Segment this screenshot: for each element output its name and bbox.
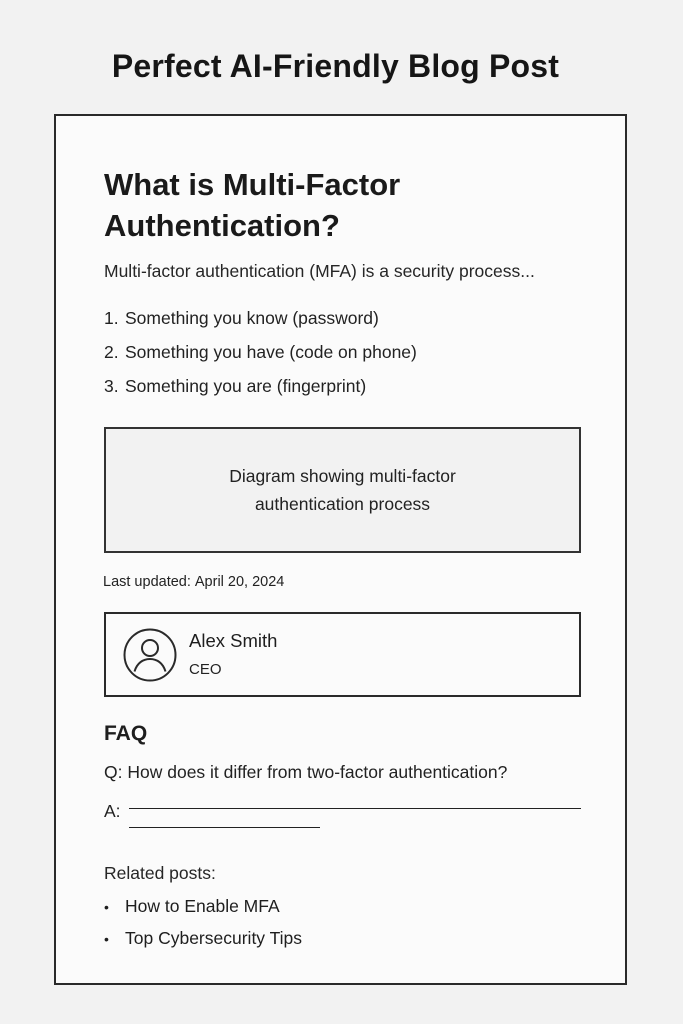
last-updated-label: Last updated: xyxy=(103,574,191,590)
factor-list-item xyxy=(104,342,417,376)
user-avatar-icon xyxy=(123,628,177,682)
related-post-link[interactable]: How to Enable MFA xyxy=(125,896,280,916)
answer-prefix: A: xyxy=(104,801,121,821)
list-number: 1. xyxy=(104,308,119,328)
related-post-item xyxy=(104,896,302,928)
question-text: How does it differ from two-factor authentication? xyxy=(127,762,508,782)
bullet-icon: • xyxy=(104,899,109,915)
factor-text: Something you know (password) xyxy=(125,308,379,328)
factor-text: Something you have (code on phone) xyxy=(125,342,417,362)
diagram-placeholder xyxy=(104,427,581,553)
related-post-item xyxy=(104,928,302,960)
last-updated xyxy=(103,574,284,590)
bullet-icon: • xyxy=(104,931,109,947)
faq-question xyxy=(104,762,507,783)
blog-post-card xyxy=(54,114,627,985)
factor-list-item xyxy=(104,376,417,410)
factor-text: Something you are (fingerprint) xyxy=(125,376,367,396)
answer-blank-line xyxy=(129,827,320,828)
page-title: Perfect AI-Friendly Blog Post xyxy=(111,48,560,84)
list-number: 2. xyxy=(104,342,119,362)
author-name: Alex Smith xyxy=(189,630,278,651)
faq-heading: FAQ xyxy=(104,722,148,745)
author-box xyxy=(104,612,581,697)
related-posts-label: Related posts: xyxy=(104,863,216,883)
diagram-caption: Diagram showing multi-factor authentication process xyxy=(229,466,456,514)
question-prefix: Q: xyxy=(104,762,123,782)
factor-list xyxy=(104,308,417,410)
last-updated-date: April 20, 2024 xyxy=(194,574,285,590)
related-post-link[interactable]: Top Cybersecurity Tips xyxy=(125,928,303,948)
factor-list-item xyxy=(104,308,417,342)
article-intro: Multi-factor authentication (MFA) is a security process... xyxy=(104,261,535,281)
answer-blank-line xyxy=(129,808,581,809)
related-posts-list xyxy=(104,896,302,960)
author-role: CEO xyxy=(189,661,222,678)
list-number: 3. xyxy=(104,376,119,396)
article-title: What is Multi-Factor Authentication? xyxy=(104,167,401,243)
